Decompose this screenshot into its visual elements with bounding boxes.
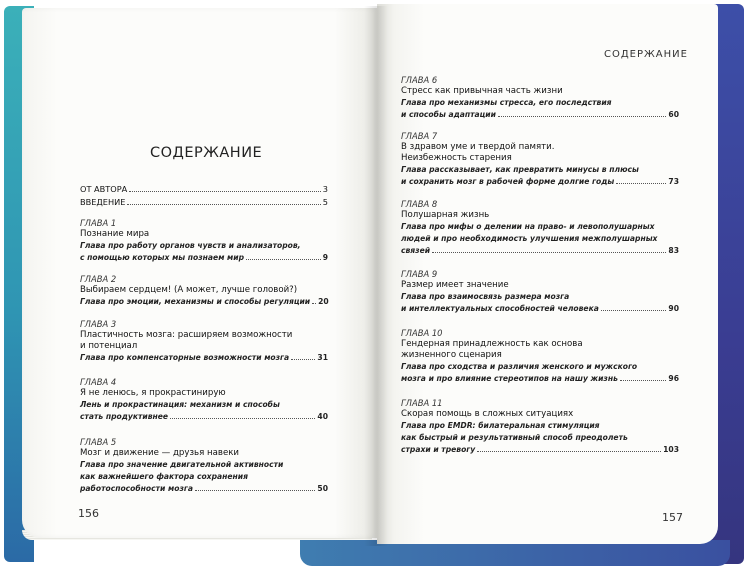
dot-leader: [312, 303, 316, 304]
toc-chapter-label: ГЛАВА 7: [401, 131, 438, 141]
toc-entry: [80, 436, 328, 495]
toc-chapter-description: как важнейшего фактора сохранения: [80, 472, 248, 481]
toc-chapter-label: ГЛАВА 2: [80, 274, 117, 284]
dot-leader: [170, 418, 315, 419]
toc-chapter-description: Глава про работу органов чувств и анализаторов,: [80, 241, 301, 250]
dot-leader: [616, 183, 666, 184]
toc-entry: [401, 327, 679, 385]
toc-chapter-label: ГЛАВА 6: [401, 75, 438, 85]
toc-chapter-title: жизненного сценария: [401, 350, 502, 360]
toc-chapter-label: ГЛАВА 3: [80, 319, 117, 329]
toc-chapter-description: и интеллектуальных способностей человека: [401, 304, 599, 313]
toc-page-number: 83: [668, 246, 679, 255]
toc-entry: [401, 268, 679, 315]
toc-entry-leader-row: [80, 252, 328, 264]
toc-chapter-description: работоспособности мозга: [80, 484, 193, 493]
toc-chapter-title: Выбираем сердцем! (А может, лучше головой?): [80, 285, 298, 295]
toc-entry-leader-row: [401, 444, 679, 456]
toc-chapter-title: В здравом уме и твердой памяти.: [401, 142, 555, 152]
book-gutter: [364, 6, 388, 546]
toc-chapter-description: Глава про эмоции, механизмы и способы регуляции: [80, 297, 311, 306]
toc-chapter-label: ГЛАВА 11: [401, 398, 443, 408]
running-header: СОДЕРЖАНИЕ: [604, 49, 688, 60]
toc-entry-leader-row: [80, 296, 328, 308]
toc-entry-leader-row: [401, 245, 679, 257]
toc-chapter-description: стать продуктивнее: [80, 412, 169, 421]
toc-entry: [401, 198, 679, 257]
toc-chapter-description: Глава про мифы о делении на право- и левополушарных: [401, 222, 655, 231]
toc-chapter-description: связей: [401, 246, 431, 255]
toc-chapter-description: Лень и прокрастинация: механизм и способы: [80, 400, 280, 409]
toc-entry-leader-row: [80, 352, 328, 364]
toc-chapter-title: Скорая помощь в сложных ситуациях: [401, 409, 574, 419]
toc-entry: [401, 74, 679, 121]
toc-entry: [401, 397, 679, 456]
dot-leader: [620, 380, 667, 381]
toc-chapter-label: ГЛАВА 10: [401, 328, 443, 338]
toc-chapter-title: Пластичность мозга: расширяем возможности: [80, 330, 293, 340]
toc-entry-leader-row: [80, 483, 328, 495]
toc-chapter-description: Глава про сходства и различия женского и мужского: [401, 362, 638, 371]
toc-chapter-description: Глава про EMDR: билатеральная стимуляция: [401, 421, 600, 430]
toc-chapter-description: и способы адаптации: [401, 110, 496, 119]
toc-chapter-description: с помощью которых мы познаем мир: [80, 253, 245, 262]
dot-leader: [432, 252, 666, 253]
toc-chapter-description: Глава про компенсаторные возможности мозга: [80, 353, 290, 362]
toc-chapter-label: ГЛАВА 8: [401, 199, 438, 209]
toc-page-number: 96: [668, 374, 679, 383]
toc-page-number: 90: [668, 304, 679, 313]
page-number-right: 157: [662, 511, 683, 524]
toc-chapter-description: Глава про механизмы стресса, его последствия: [401, 98, 612, 107]
toc-chapter-label: ГЛАВА 4: [80, 377, 117, 387]
dot-leader: [246, 259, 321, 260]
toc-page-number: 20: [318, 297, 329, 306]
toc-chapter-label: ГЛАВА 9: [401, 269, 438, 279]
dot-leader: [291, 359, 315, 360]
toc-page-number: 40: [317, 412, 328, 421]
toc-chapter-title: Я не ленюсь, я прокрастинирую: [80, 388, 226, 398]
toc-chapter-description: и сохранить мозг в рабочей форме долгие годы: [401, 177, 615, 186]
toc-chapter-title: Познание мира: [80, 229, 150, 239]
dot-leader: [601, 310, 667, 311]
toc-page-number: 50: [317, 484, 328, 493]
toc-chapter-label: ГЛАВА 1: [80, 218, 117, 228]
toc-chapter-description: Глава про значение двигательной активности: [80, 460, 284, 469]
dot-leader: [477, 451, 661, 452]
page-title: СОДЕРЖАНИЕ: [150, 145, 263, 161]
toc-front-author: ОТ АВТОРА 3: [80, 184, 328, 194]
toc-chapter-label: ГЛАВА 5: [80, 437, 117, 447]
toc-chapter-title: Неизбежность старения: [401, 153, 512, 163]
toc-chapter-title: и потенциал: [80, 341, 138, 351]
page-number-left: 156: [78, 507, 99, 520]
toc-page-number: 31: [317, 353, 328, 362]
toc-chapter-description: Глава про взаимосвязь размера мозга: [401, 292, 570, 301]
toc-chapter-title: Мозг и движение — друзья навеки: [80, 448, 240, 458]
toc-chapter-title: Размер имеет значение: [401, 280, 509, 290]
toc-entry: [401, 130, 679, 188]
toc-page-number: 9: [322, 253, 328, 262]
toc-entry-leader-row: [401, 176, 679, 188]
toc-chapter-title: Полушарная жизнь: [401, 210, 490, 220]
toc-chapter-title: Гендерная принадлежность как основа: [401, 339, 583, 349]
toc-entry: [80, 273, 328, 308]
toc-entry-leader-row: [401, 373, 679, 385]
toc-front-intro: ВВЕДЕНИЕ 5: [80, 197, 328, 207]
dot-leader: [195, 490, 315, 491]
toc-chapter-description: людей и про необходимость улучшения межполушарных: [401, 234, 658, 243]
toc-entry-leader-row: [80, 411, 328, 423]
dot-leader: [498, 116, 667, 117]
toc-entry: [80, 376, 328, 423]
toc-page-number: 73: [668, 177, 679, 186]
toc-entry-leader-row: [401, 303, 679, 315]
toc-chapter-description: страхи и тревогу: [401, 445, 476, 454]
toc-chapter-description: как быстрый и результативный способ преодолеть: [401, 433, 628, 442]
toc-page-number: 60: [668, 110, 679, 119]
toc-chapter-description: мозга и про влияние стереотипов на нашу жизнь: [401, 374, 618, 383]
toc-entry: [80, 217, 328, 264]
toc-chapter-description: Глава рассказывает, как превратить минусы в плюсы: [401, 165, 639, 174]
toc-entry: [80, 318, 328, 364]
toc-entry-leader-row: [401, 109, 679, 121]
toc-chapter-title: Стресс как привычная часть жизни: [401, 86, 563, 96]
toc-page-number: 103: [663, 445, 679, 454]
